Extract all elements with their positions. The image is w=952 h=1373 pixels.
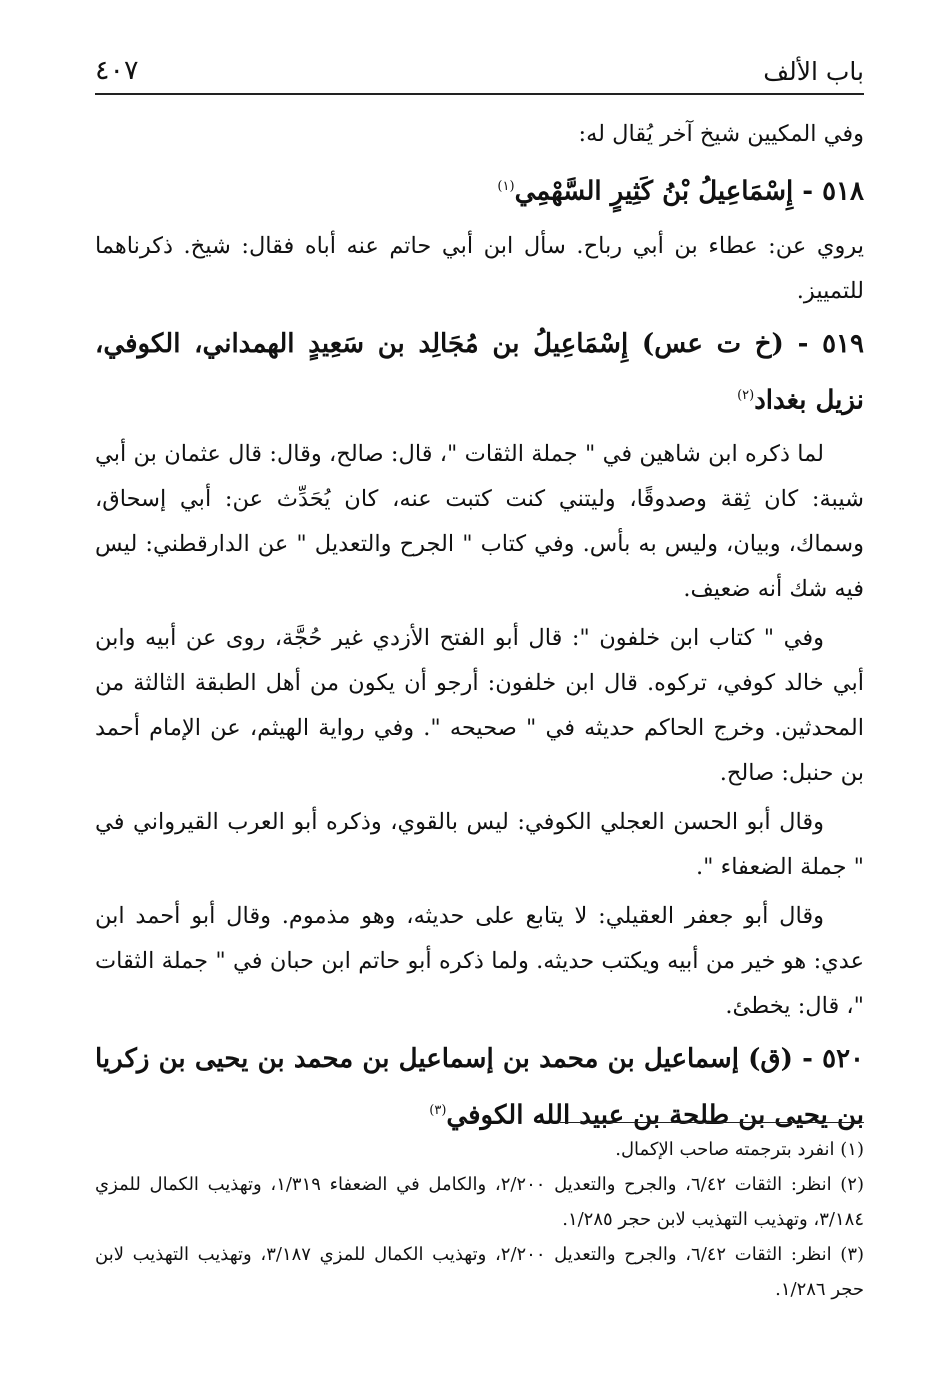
entry-heading-519 bbox=[95, 318, 864, 427]
entry-heading-text: ٥٢٠ - (ق) إسماعيل بن محمد بن إسماعيل بن محمد بن يحيى بن زكريا بن يحيى بن طلحة بن عبيد الله الكوفي bbox=[95, 1044, 865, 1131]
paragraph: لما ذكره ابن شاهين في " جملة الثقات "، قال: صالح، وقال: قال عثمان بن أبي شيبة: كان ثِقة وصدوقًا، وليتني كنت كتبت عنه، كان يُحَدِّث عن: أبي إسحاق، وسماك، وبيان، وليس به بأس. وفي كتاب " الجرح والتعديل " عن الدارقطني: ليس فيه شك أنه ضعيف. bbox=[95, 441, 864, 603]
entry-heading-text: ٥١٨ - إِسْمَاعِيلُ بْنُ كَثِيرٍ السَّهْمِي bbox=[514, 176, 864, 207]
footnotes bbox=[95, 1132, 864, 1307]
footnote-marker: (٣) bbox=[429, 1103, 447, 1119]
footnote-2: (٢) انظر: الثقات ٦/٤٢، والجرح والتعديل ٢/٢٠٠، والكامل في الضعفاء ١/٣١٩، وتهذيب الكمال للمزي ٣/١٨٤، وتهذيب التهذيب لابن حجر ١/٢٨٥. bbox=[95, 1174, 864, 1230]
page-header bbox=[95, 55, 864, 95]
footnote-marker: (١) bbox=[497, 179, 515, 194]
paragraph: يروي عن: عطاء بن أبي رباح. سأل ابن أبي حاتم عنه أباه فقال: شيخ. ذكرناهما للتمييز. bbox=[95, 232, 864, 304]
footnote-1: (١) انفرد بترجمته صاحب الإكمال. bbox=[615, 1139, 864, 1160]
entry-heading-518 bbox=[95, 161, 864, 218]
entry-heading-text: ٥١٩ - (خ ت عس) إِسْمَاعِيلُ بن مُجَالِد بن سَعِيدٍ الهمداني، الكوفي، نزيل بغداد bbox=[95, 328, 864, 416]
main-text bbox=[95, 112, 864, 1148]
paragraph: وقال أبو جعفر العقيلي: لا يتابع على حديثه، وهو مذموم. وقال أبو أحمد ابن عدي: هو خير من أبيه ويكتب حديثه. ولما ذكره أبو حاتم ابن حبان في " جملة الثقات "، قال: يخطئ. bbox=[95, 903, 864, 1020]
paragraph: وفي المكيين شيخ آخر يُقال له: bbox=[578, 121, 864, 147]
running-title: باب الألف bbox=[763, 57, 864, 86]
footnote-3: (٣) انظر: الثقات ٦/٤٢، والجرح والتعديل ٢/٢٠٠، وتهذيب الكمال للمزي ٣/١٨٧، وتهذيب التهذيب لابن حجر ١/٢٨٦. bbox=[95, 1244, 865, 1300]
entry-heading-520 bbox=[95, 1033, 864, 1142]
footnote-marker: (٢) bbox=[737, 387, 755, 403]
paragraph: وقال أبو الحسن العجلي الكوفي: ليس بالقوي، وذكره أبو العرب القيرواني في " جملة الضعفاء ". bbox=[95, 809, 864, 881]
paragraph: وفي " كتاب ابن خلفون ": قال أبو الفتح الأزدي غير حُجَّة، روى عن أبيه وابن أبي خالد كوفي، تركوه. قال ابن خلفون: أرجو أن يكون من أهل الطبقة الثالثة من المحدثين. وخرج الحاكم حديثه في " صحيحه ". وفي رواية الهيثم، عن الإمام أحمد بن حنبل: صالح. bbox=[95, 625, 864, 787]
footnote-separator bbox=[560, 1122, 864, 1123]
page-number: ٤٠٧ bbox=[95, 55, 139, 86]
